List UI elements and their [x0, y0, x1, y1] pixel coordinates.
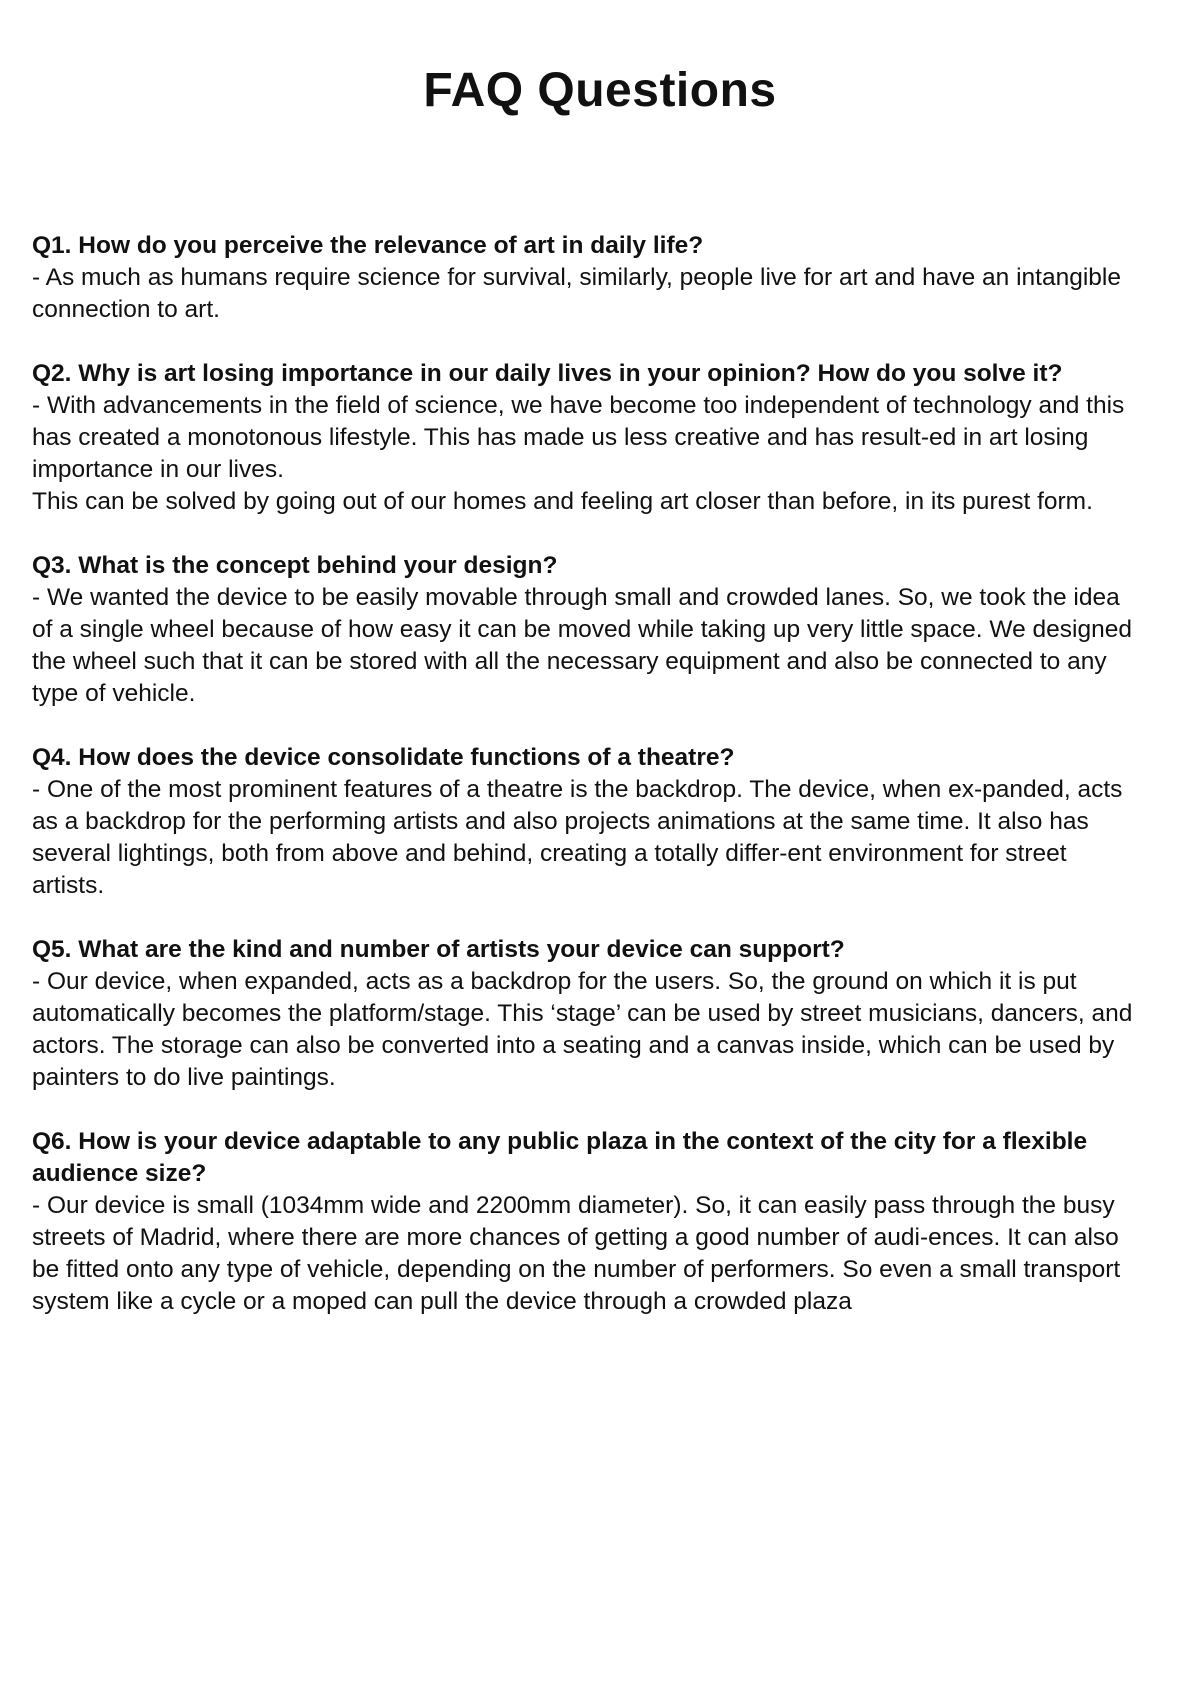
faq-item-3 — [32, 550, 1144, 710]
faq-item-4 — [32, 742, 1144, 902]
faq-question-4: Q4. How does the device consolidate functions of a theatre? — [32, 744, 735, 771]
faq-answer-5: - Our device, when expanded, acts as a backdrop for the users. So, the ground on which it is put automatically becomes the platform/stage. This ‘stage’ can be used by street musicians, dancers, and actors. The storage can also be converted into a seating and a canvas inside, which can be used by painters to do live paintings. — [32, 968, 1133, 1091]
page-title: FAQ Questions — [423, 64, 777, 117]
faq-answer-3: - We wanted the device to be easily movable through small and crowded lanes. So, we took the idea of a single wheel because of how easy it can be moved while taking up very little space. We designed the wheel such that it can be stored with all the necessary equipment and also be connected to any type of vehicle. — [32, 584, 1132, 707]
faq-answer-6: - Our device is small (1034mm wide and 2200mm diameter). So, it can easily pass through the busy streets of Madrid, where there are more chances of getting a good number of audi-ences. It can also be fitted onto any type of vehicle, depending on the number of performers. So even a small transport system like a cycle or a moped can pull the device through a crowded plaza — [32, 1192, 1121, 1315]
faq-item-5 — [32, 934, 1144, 1094]
faq-question-5: Q5. What are the kind and number of artists your device can support? — [32, 936, 845, 963]
faq-answer-4: - One of the most prominent features of a theatre is the backdrop. The device, when ex-panded, acts as a backdrop for the performing artists and also projects animations at the same time. It also has several lightings, both from above and behind, creating a totally differ-ent environment for street artists. — [32, 776, 1123, 899]
faq-list — [32, 230, 1144, 1318]
faq-answer-1: - As much as humans require science for survival, similarly, people live for art and have an intangible connection to art. — [32, 264, 1121, 323]
faq-item-6 — [32, 1126, 1144, 1318]
faq-question-3: Q3. What is the concept behind your design? — [32, 552, 558, 579]
faq-item-2 — [32, 358, 1144, 518]
faq-question-6: Q6. How is your device adaptable to any public plaza in the context of the city for a flexible audience size? — [32, 1128, 1088, 1187]
faq-question-1: Q1. How do you perceive the relevance of art in daily life? — [32, 232, 704, 259]
faq-question-2: Q2. Why is art losing importance in our daily lives in your opinion? How do you solve it? — [32, 360, 1063, 387]
faq-item-1 — [32, 230, 1144, 326]
faq-answer-2-continued: This can be solved by going out of our homes and feeling art closer than before, in its purest form. — [32, 488, 1093, 515]
faq-answer-2: - With advancements in the field of science, we have become too independent of technology and this has created a monotonous lifestyle. This has made us less creative and has result-ed in art losing importance in our lives. — [32, 392, 1125, 483]
